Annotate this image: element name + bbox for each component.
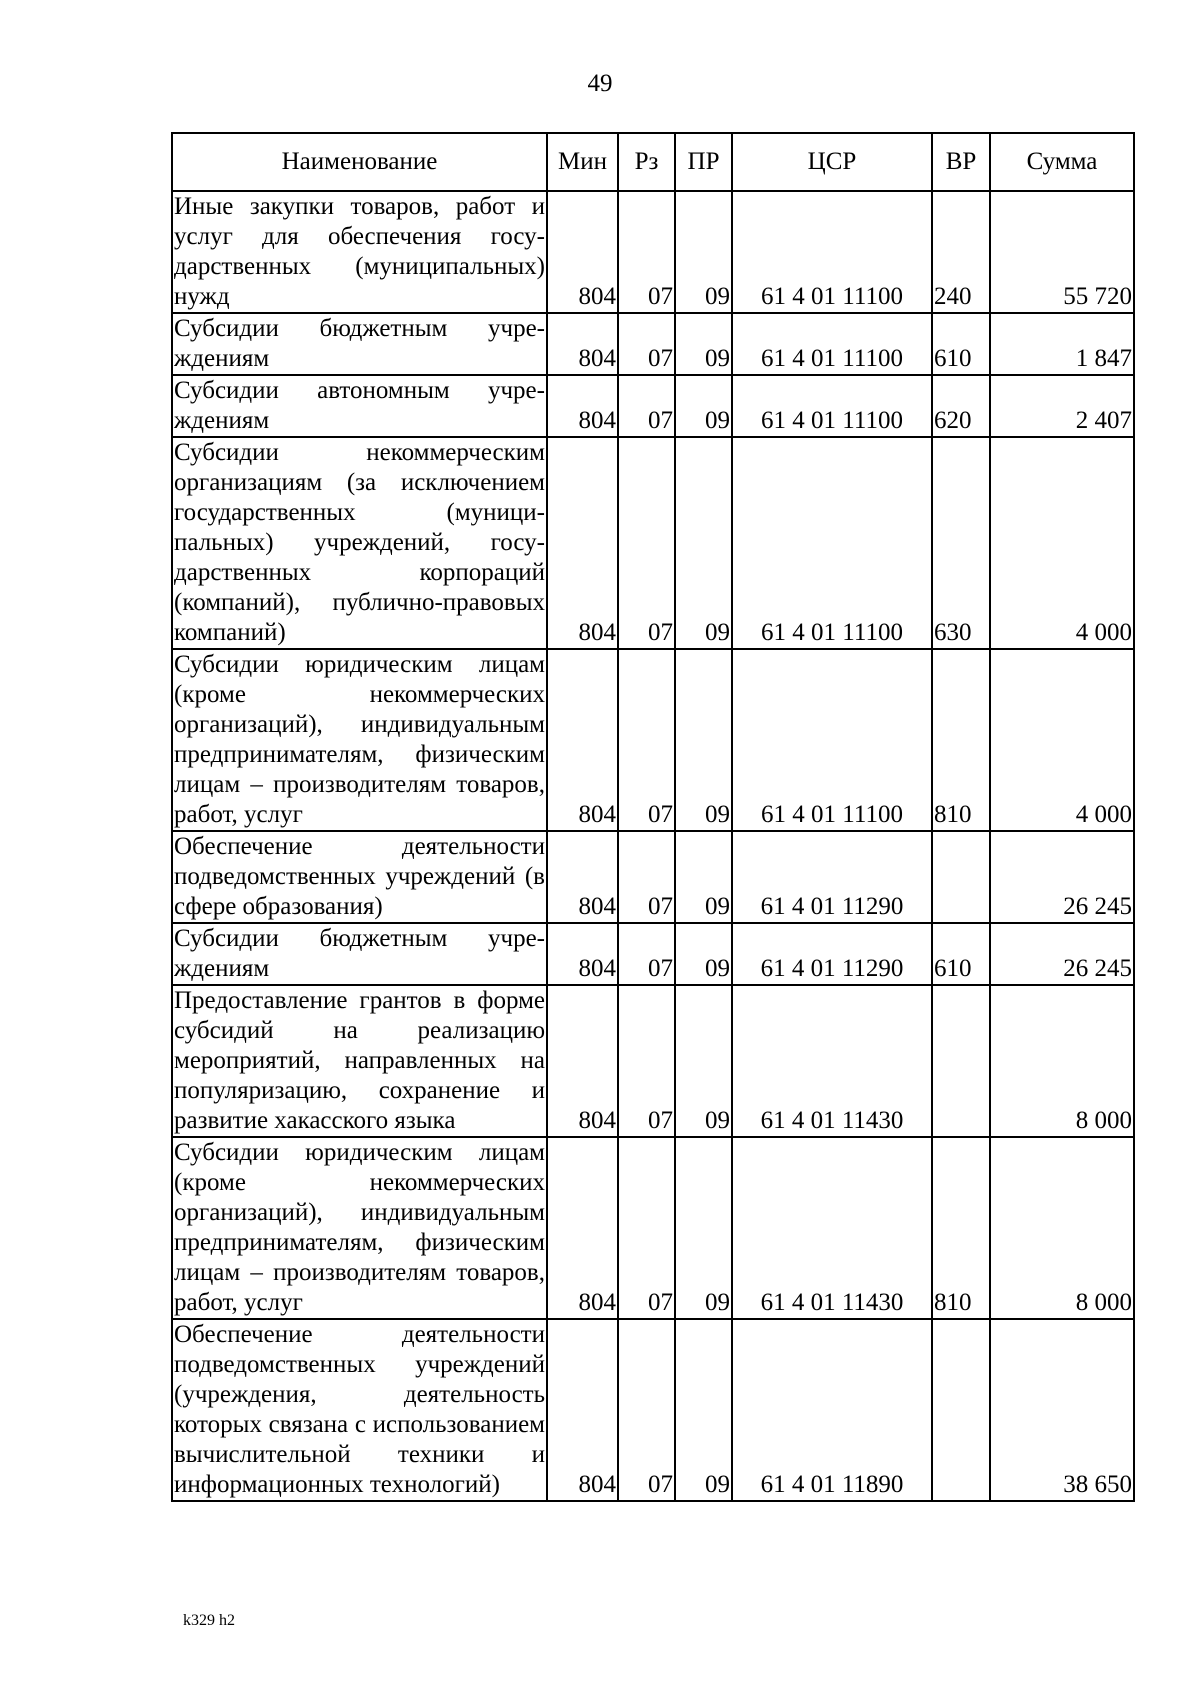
row-rz: 07 <box>618 437 675 649</box>
row-rz: 07 <box>618 831 675 923</box>
row-pr: 09 <box>675 985 732 1137</box>
table-row <box>172 375 1134 437</box>
row-pr: 09 <box>675 1319 732 1501</box>
row-pr: 09 <box>675 1137 732 1319</box>
row-sum: 4 000 <box>990 649 1134 831</box>
row-vr: 610 <box>932 313 990 375</box>
row-min: 804 <box>547 985 618 1137</box>
row-sum: 4 000 <box>990 437 1134 649</box>
row-rz: 07 <box>618 923 675 985</box>
row-sum: 8 000 <box>990 985 1134 1137</box>
table-row <box>172 985 1134 1137</box>
row-min: 804 <box>547 313 618 375</box>
row-rz: 07 <box>618 313 675 375</box>
row-name: Субсидии автономным учреждениям <box>172 375 547 437</box>
row-csr: 61 4 01 11100 <box>732 649 932 831</box>
row-sum: 26 245 <box>990 831 1134 923</box>
header-vr: ВР <box>932 133 990 191</box>
page-number: 49 <box>587 70 613 97</box>
row-name: Субсидии юридическим лицам (кроме некоммерческих организаций), индивидуальным предпринимателям, физическим лицам – производителям товаров, работ, услуг <box>172 649 547 831</box>
row-rz: 07 <box>618 191 675 313</box>
header-name: Наименование <box>172 133 547 191</box>
row-pr: 09 <box>675 923 732 985</box>
row-pr: 09 <box>675 313 732 375</box>
table-header-row <box>172 133 1134 191</box>
row-csr: 61 4 01 11100 <box>732 375 932 437</box>
row-vr: 240 <box>932 191 990 313</box>
table-row <box>172 313 1134 375</box>
row-rz: 07 <box>618 649 675 831</box>
row-csr: 61 4 01 11290 <box>732 831 932 923</box>
row-name: Иные закупки товаров, работ и услуг для обеспечения государственных (муниципальных) нужд <box>172 191 547 313</box>
row-rz: 07 <box>618 375 675 437</box>
row-name: Субсидии бюджетным учреждениям <box>172 313 547 375</box>
row-sum: 2 407 <box>990 375 1134 437</box>
row-pr: 09 <box>675 375 732 437</box>
budget-table <box>171 132 1135 1502</box>
row-pr: 09 <box>675 649 732 831</box>
row-min: 804 <box>547 1319 618 1501</box>
table-row <box>172 649 1134 831</box>
table-row <box>172 923 1134 985</box>
row-rz: 07 <box>618 1137 675 1319</box>
row-min: 804 <box>547 437 618 649</box>
row-name: Субсидии юридическим лицам (кроме некоммерческих организаций), индивидуальным предпринимателям, физическим лицам – производителям товаров, работ, услуг <box>172 1137 547 1319</box>
row-pr: 09 <box>675 831 732 923</box>
table-row <box>172 1319 1134 1501</box>
row-min: 804 <box>547 923 618 985</box>
row-sum: 8 000 <box>990 1137 1134 1319</box>
table-row <box>172 191 1134 313</box>
row-csr: 61 4 01 11100 <box>732 191 932 313</box>
row-csr: 61 4 01 11290 <box>732 923 932 985</box>
row-csr: 61 4 01 11430 <box>732 1137 932 1319</box>
header-min: Мин <box>547 133 618 191</box>
row-name: Обеспечение деятельности подведомственных учреждений (учреждения, деятельность которых связана с использованием вычислительной техники и информационных технологий) <box>172 1319 547 1501</box>
row-min: 804 <box>547 649 618 831</box>
row-vr: 810 <box>932 649 990 831</box>
row-min: 804 <box>547 831 618 923</box>
row-pr: 09 <box>675 191 732 313</box>
row-rz: 07 <box>618 1319 675 1501</box>
row-min: 804 <box>547 375 618 437</box>
row-csr: 61 4 01 11100 <box>732 437 932 649</box>
row-sum: 55 720 <box>990 191 1134 313</box>
row-vr <box>932 1319 990 1501</box>
table-row <box>172 831 1134 923</box>
row-min: 804 <box>547 191 618 313</box>
row-name: Обеспечение деятельности подведомственных учреждений (в сфере образования) <box>172 831 547 923</box>
header-rz: Рз <box>618 133 675 191</box>
row-vr <box>932 985 990 1137</box>
row-sum: 26 245 <box>990 923 1134 985</box>
row-vr <box>932 831 990 923</box>
row-csr: 61 4 01 11100 <box>732 313 932 375</box>
row-sum: 1 847 <box>990 313 1134 375</box>
header-sum: Сумма <box>990 133 1134 191</box>
row-vr: 630 <box>932 437 990 649</box>
row-vr: 610 <box>932 923 990 985</box>
row-vr: 620 <box>932 375 990 437</box>
row-csr: 61 4 01 11430 <box>732 985 932 1137</box>
footer-document-code: k329 h2 <box>183 1612 235 1629</box>
table-row <box>172 1137 1134 1319</box>
header-csr: ЦСР <box>732 133 932 191</box>
row-vr: 810 <box>932 1137 990 1319</box>
row-csr: 61 4 01 11890 <box>732 1319 932 1501</box>
row-name: Предоставление грантов в форме субсидий на реализацию мероприятий, направленных на популяризацию, сохранение и развитие хакасского языка <box>172 985 547 1137</box>
row-name: Субсидии бюджетным учреждениям <box>172 923 547 985</box>
table-row <box>172 437 1134 649</box>
header-pr: ПР <box>675 133 732 191</box>
row-pr: 09 <box>675 437 732 649</box>
row-min: 804 <box>547 1137 618 1319</box>
row-rz: 07 <box>618 985 675 1137</box>
row-sum: 38 650 <box>990 1319 1134 1501</box>
row-name: Субсидии некоммерческим организациям (за исключением государственных (муниципальных) учреждений, государственных корпораций (компаний), публично-правовых компаний) <box>172 437 547 649</box>
